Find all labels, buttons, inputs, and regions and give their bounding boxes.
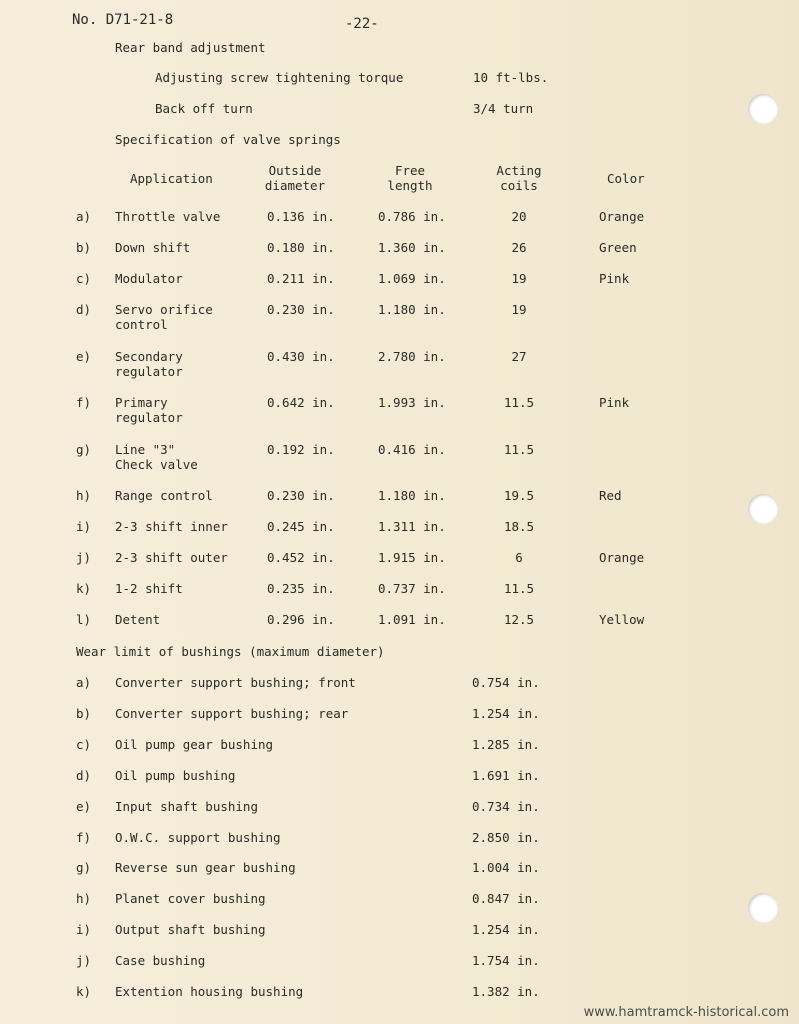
spring-application: Down shift — [115, 240, 191, 255]
spring-application: 2-3 shift outer — [115, 550, 228, 565]
binder-hole — [748, 494, 778, 524]
spring-outside-diameter: 0.245 in. — [267, 519, 335, 534]
col-outside: Outside — [268, 163, 322, 178]
bushing-name: Input shaft bushing — [115, 799, 258, 814]
bushing-wear-limit: 2.850 in. — [472, 830, 540, 845]
spring-application-line2: Check valve — [115, 457, 198, 472]
spring-free-length: 1.915 in. — [378, 550, 446, 565]
col-color: Color — [607, 171, 645, 186]
spring-application: Throttle valve — [115, 209, 221, 224]
bushing-key: h) — [76, 891, 92, 906]
spring-free-length: 1.993 in. — [378, 395, 446, 410]
page-number: -22- — [345, 16, 379, 32]
spring-color: Orange — [599, 209, 645, 224]
bushing-name: Oil pump gear bushing — [115, 737, 274, 752]
spring-outside-diameter: 0.230 in. — [267, 302, 335, 317]
bushing-wear-limit: 0.847 in. — [472, 891, 540, 906]
spring-key: c) — [76, 271, 92, 286]
binder-hole — [748, 94, 778, 124]
spring-acting-coils: 19 — [511, 271, 527, 286]
spring-key: g) — [76, 442, 92, 457]
spring-outside-diameter: 0.642 in. — [267, 395, 335, 410]
spring-acting-coils: 11.5 — [503, 442, 535, 457]
bushing-wear-limit: 1.004 in. — [472, 860, 540, 875]
spring-acting-coils: 26 — [511, 240, 527, 255]
spring-application: Secondary — [115, 349, 183, 364]
spring-outside-diameter: 0.192 in. — [267, 442, 335, 457]
bushing-key: k) — [76, 984, 92, 999]
bushing-key: j) — [76, 953, 92, 968]
spring-key: a) — [76, 209, 92, 224]
backoff-label: Back off turn — [155, 101, 253, 116]
bushing-wear-limit: 0.734 in. — [472, 799, 540, 814]
spring-free-length: 1.311 in. — [378, 519, 446, 534]
bushing-key: b) — [76, 706, 92, 721]
spring-application: Line "3" — [115, 442, 176, 457]
spring-free-length: 1.069 in. — [378, 271, 446, 286]
spring-free-length: 1.360 in. — [378, 240, 446, 255]
col-coils: coils — [500, 178, 538, 193]
bushing-wear-limit: 1.254 in. — [472, 922, 540, 937]
spring-outside-diameter: 0.211 in. — [267, 271, 335, 286]
bushing-name: Converter support bushing; rear — [115, 706, 349, 721]
spring-color: Pink — [599, 271, 630, 286]
spring-application: 1-2 shift — [115, 581, 183, 596]
spring-outside-diameter: 0.136 in. — [267, 209, 335, 224]
bushing-wear-limit: 1.285 in. — [472, 737, 540, 752]
spring-acting-coils: 6 — [515, 550, 523, 565]
bushing-wear-limit: 1.691 in. — [472, 768, 540, 783]
spring-color: Orange — [599, 550, 645, 565]
bushing-name: Output shaft bushing — [115, 922, 266, 937]
spring-color: Green — [599, 240, 637, 255]
bushing-name: Extention housing bushing — [115, 984, 304, 999]
bushing-name: Reverse sun gear bushing — [115, 860, 296, 875]
spring-application: Primary — [115, 395, 168, 410]
spring-acting-coils: 20 — [511, 209, 527, 224]
spring-free-length: 2.780 in. — [378, 349, 446, 364]
spring-application-line2: regulator — [115, 410, 183, 425]
watermark-url: www.hamtramck-historical.com — [583, 1005, 789, 1020]
spring-key: k) — [76, 581, 92, 596]
bushing-name: O.W.C. support bushing — [115, 830, 281, 845]
spring-free-length: 0.737 in. — [378, 581, 446, 596]
torque-label: Adjusting screw tightening torque — [155, 70, 404, 85]
spring-application: Detent — [115, 612, 161, 627]
spring-key: l) — [76, 612, 92, 627]
spring-color: Pink — [599, 395, 630, 410]
spring-outside-diameter: 0.452 in. — [267, 550, 335, 565]
spring-key: d) — [76, 302, 92, 317]
bushings-heading: Wear limit of bushings (maximum diameter) — [76, 644, 385, 659]
backoff-value: 3/4 turn — [473, 101, 534, 116]
spring-free-length: 1.180 in. — [378, 302, 446, 317]
bushing-name: Case bushing — [115, 953, 206, 968]
spring-acting-coils: 12.5 — [503, 612, 535, 627]
springs-heading: Specification of valve springs — [115, 132, 341, 147]
rear-band-heading: Rear band adjustment — [115, 40, 266, 55]
bushing-key: c) — [76, 737, 92, 752]
col-diameter: diameter — [264, 178, 326, 193]
bushing-name: Planet cover bushing — [115, 891, 266, 906]
spring-outside-diameter: 0.180 in. — [267, 240, 335, 255]
spring-key: j) — [76, 550, 92, 565]
spring-application-line2: regulator — [115, 364, 183, 379]
bushing-key: f) — [76, 830, 92, 845]
col-free: Free — [394, 163, 426, 178]
spring-free-length: 1.091 in. — [378, 612, 446, 627]
spring-key: b) — [76, 240, 92, 255]
bushing-name: Converter support bushing; front — [115, 675, 356, 690]
binder-hole — [748, 893, 778, 923]
spring-outside-diameter: 0.230 in. — [267, 488, 335, 503]
spring-free-length: 1.180 in. — [378, 488, 446, 503]
spring-application: Range control — [115, 488, 213, 503]
bushing-name: Oil pump bushing — [115, 768, 236, 783]
spring-free-length: 0.416 in. — [378, 442, 446, 457]
spring-application-line2: control — [115, 317, 168, 332]
spring-acting-coils: 11.5 — [503, 581, 535, 596]
bushing-wear-limit: 1.382 in. — [472, 984, 540, 999]
spring-application: Servo orifice — [115, 302, 213, 317]
spring-key: f) — [76, 395, 92, 410]
spring-application: 2-3 shift inner — [115, 519, 228, 534]
spring-outside-diameter: 0.235 in. — [267, 581, 335, 596]
document-number: No. D71-21-8 — [72, 12, 174, 28]
spring-outside-diameter: 0.430 in. — [267, 349, 335, 364]
bushing-wear-limit: 0.754 in. — [472, 675, 540, 690]
bushing-key: e) — [76, 799, 92, 814]
spring-acting-coils: 19 — [511, 302, 527, 317]
spring-application: Modulator — [115, 271, 183, 286]
bushing-key: g) — [76, 860, 92, 875]
spring-key: e) — [76, 349, 92, 364]
spring-acting-coils: 19.5 — [503, 488, 535, 503]
spring-color: Red — [599, 488, 622, 503]
bushing-key: i) — [76, 922, 92, 937]
col-acting: Acting — [496, 163, 542, 178]
spring-outside-diameter: 0.296 in. — [267, 612, 335, 627]
bushing-key: a) — [76, 675, 92, 690]
spring-acting-coils: 18.5 — [503, 519, 535, 534]
bushing-wear-limit: 1.754 in. — [472, 953, 540, 968]
col-application: Application — [130, 171, 213, 186]
bushing-key: d) — [76, 768, 92, 783]
torque-value: 10 ft-lbs. — [473, 70, 549, 85]
spring-acting-coils: 11.5 — [503, 395, 535, 410]
col-length: length — [387, 178, 433, 193]
spring-color: Yellow — [599, 612, 645, 627]
spring-free-length: 0.786 in. — [378, 209, 446, 224]
spring-acting-coils: 27 — [511, 349, 527, 364]
spring-key: h) — [76, 488, 92, 503]
bushing-wear-limit: 1.254 in. — [472, 706, 540, 721]
spring-key: i) — [76, 519, 92, 534]
